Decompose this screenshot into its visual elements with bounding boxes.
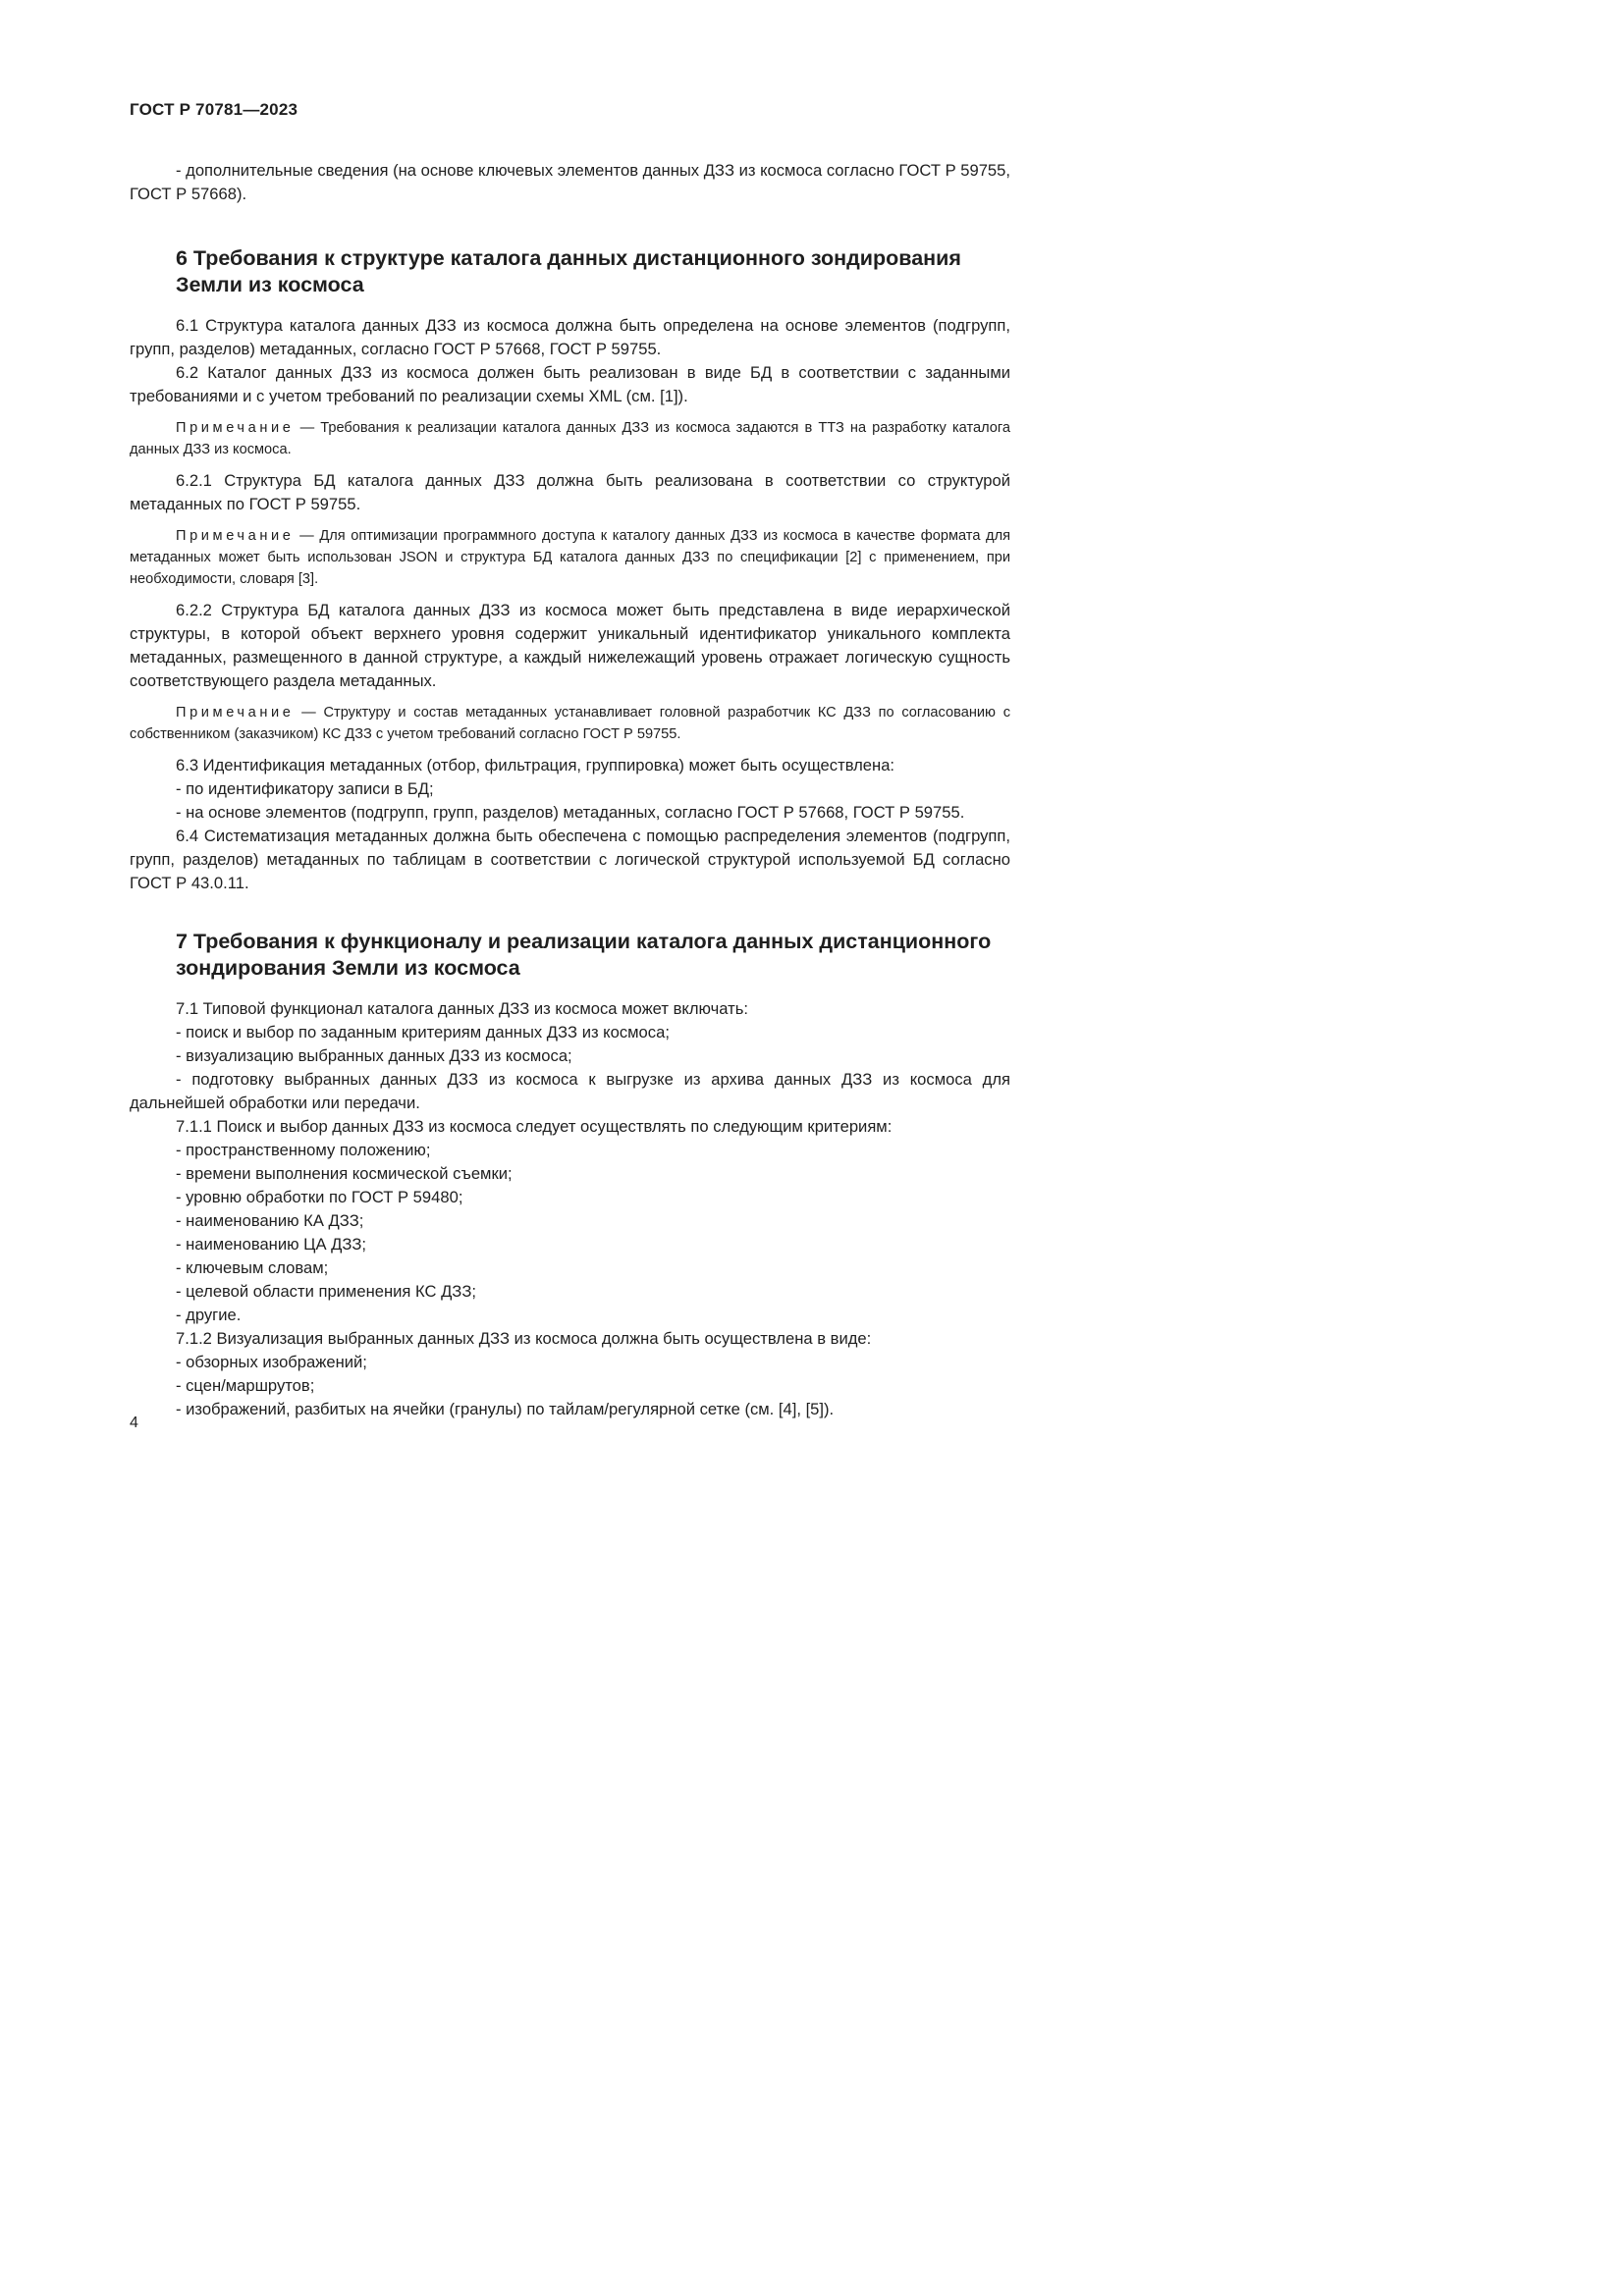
list-item: - поиск и выбор по заданным критериям данных ДЗЗ из космоса;: [176, 1023, 670, 1041]
document-page: [130, 100, 1010, 1421]
document-header: ГОСТ Р 70781—2023: [130, 100, 298, 119]
note-3: [130, 702, 1010, 745]
section-6-title: 6 Требования к структуре каталога данных дистанционного зондирования Земли из космоса: [176, 246, 961, 296]
paragraph-7-1-1: 7.1.1 Поиск и выбор данных ДЗЗ из космоса следует осуществлять по следующим критериям:: [176, 1117, 893, 1136]
list-item: - пространственному положению;: [176, 1141, 431, 1159]
list-item: - наименованию КА ДЗЗ;: [176, 1211, 364, 1230]
note-text: — Требования к реализации каталога данных ДЗЗ из космоса задаются в ТТЗ на разработку каталога данных ДЗЗ из космоса.: [130, 420, 1010, 457]
list-item: - сцен/маршрутов;: [176, 1376, 315, 1395]
note-label: Примечание: [176, 705, 295, 721]
list-item: - времени выполнения космической съемки;: [176, 1164, 513, 1183]
list-item: - визуализацию выбранных данных ДЗЗ из космоса;: [176, 1046, 572, 1065]
note-label: Примечание: [176, 528, 295, 544]
paragraph-7-1-2: 7.1.2 Визуализация выбранных данных ДЗЗ из космоса должна быть осуществлена в виде:: [176, 1329, 872, 1348]
paragraph-6-2-1: 6.2.1 Структура БД каталога данных ДЗЗ должна быть реализована в соответствии со структурой метаданных по ГОСТ Р 59755.: [130, 471, 1010, 513]
note-text: — Структуру и состав метаданных устанавливает головной разработчик КС ДЗЗ по согласованию с собственником (заказчиком) КС ДЗЗ с учетом требований согласно ГОСТ Р 59755.: [130, 705, 1010, 742]
list-item: - обзорных изображений;: [176, 1353, 367, 1371]
page-number: 4: [130, 1415, 138, 1431]
note-1: [130, 417, 1010, 460]
list-item: - целевой области применения КС ДЗЗ;: [176, 1282, 476, 1301]
intro-paragraph: - дополнительные сведения (на основе ключевых элементов данных ДЗЗ из космоса согласно ГОСТ Р 59755, ГОСТ Р 57668).: [130, 161, 1010, 203]
note-2: [130, 525, 1010, 590]
list-item: - изображений, разбитых на ячейки (гранулы) по тайлам/регулярной сетке (см. [4], [5]).: [176, 1400, 835, 1418]
paragraph-6-1: 6.1 Структура каталога данных ДЗЗ из космоса должна быть определена на основе элементов (подгрупп, групп, разделов) метаданных, согласно ГОСТ Р 57668, ГОСТ Р 59755.: [130, 316, 1010, 358]
list-item: - по идентификатору записи в БД;: [176, 779, 434, 798]
note-label: Примечание: [176, 420, 295, 436]
list-item: - наименованию ЦА ДЗЗ;: [176, 1235, 367, 1254]
list-item: - ключевым словам;: [176, 1258, 329, 1277]
list-item: - подготовку выбранных данных ДЗЗ из космоса к выгрузке из архива данных ДЗЗ из космоса для дальнейшей обработки или передачи.: [130, 1070, 1010, 1112]
list-item: - уровню обработки по ГОСТ Р 59480;: [176, 1188, 463, 1206]
paragraph-6-2: 6.2 Каталог данных ДЗЗ из космоса должен быть реализован в виде БД в соответствии с заданными требованиями и с учетом требований по реализации схемы XML (см. [1]).: [130, 363, 1010, 405]
paragraph-6-2-2: 6.2.2 Структура БД каталога данных ДЗЗ из космоса может быть представлена в виде иерархической структуры, в которой объект верхнего уровня содержит уникальный идентификатор уникального комплекта метаданных, размещенного в данной структуре, а каждый нижележащий уровень отражает логическую сущность соответствующего раздела метаданных.: [130, 601, 1010, 690]
paragraph-7-1: 7.1 Типовой функционал каталога данных ДЗЗ из космоса может включать:: [176, 999, 748, 1018]
section-7-title: 7 Требования к функционалу и реализации каталога данных дистанционного зондирования Земли из космоса: [176, 930, 992, 980]
paragraph-6-4: 6.4 Систематизация метаданных должна быть обеспечена с помощью распределения элементов (подгрупп, групп, разделов) метаданных по таблицам в соответствии с логической структурой используемой БД согласно ГОСТ Р 43.0.11.: [130, 827, 1010, 892]
list-item: - на основе элементов (подгрупп, групп, разделов) метаданных, согласно ГОСТ Р 57668, ГОСТ Р 59755.: [176, 803, 965, 822]
paragraph-6-3: 6.3 Идентификация метаданных (отбор, фильтрация, группировка) может быть осуществлена:: [176, 756, 895, 774]
note-text: — Для оптимизации программного доступа к каталогу данных ДЗЗ из космоса в качестве формата для метаданных может быть использован JSON и структура БД каталога данных ДЗЗ по спецификации [2] с применением, при необходимости, словаря [3].: [130, 528, 1010, 587]
list-item: - другие.: [176, 1306, 242, 1324]
